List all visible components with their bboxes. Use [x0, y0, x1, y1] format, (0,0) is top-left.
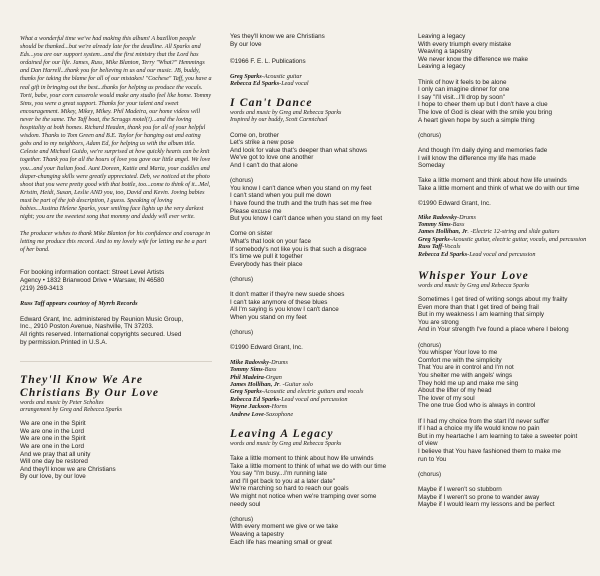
- booking-info: [20, 269, 212, 292]
- producer-note: The producer wishes to thank Mike Blanton for his confidence and courage in letting me produce this record. And to my lovely wife for letting me be a part of her band.: [20, 231, 211, 254]
- column-left: [20, 0, 212, 576]
- text-line: -Lead vocal and percussion: [279, 395, 348, 403]
- text-line: (chorus): [230, 275, 254, 283]
- musician-credit: [230, 396, 406, 403]
- text-line: . -Electric 12-string and slide guitars: [467, 228, 560, 236]
- lyric-line: And we pray that all unity: [20, 450, 91, 458]
- column-right: [418, 0, 592, 576]
- text-line: Christians By Our Love: [20, 387, 160, 400]
- copyright: ©1966 F. E. L. Publications: [230, 58, 306, 66]
- text-line: Come on, brother: [230, 131, 280, 139]
- musician-credit: [230, 374, 406, 381]
- text-line: Greg Sparks: [230, 72, 262, 80]
- text-line: You say "I'm busy...I'm running late: [230, 470, 328, 478]
- text-line: Mike Radovsky: [230, 358, 270, 366]
- text-line: Take a little moment to think about how life unwinds: [230, 455, 374, 463]
- text-line: You are strong: [418, 318, 459, 326]
- text-line: What's that look on your face: [230, 237, 312, 245]
- lyric-line: By our love, by our love: [20, 473, 86, 481]
- text-line: . -Guitar solo: [279, 381, 313, 389]
- musician-credit: [418, 228, 592, 235]
- text-line: You know I can't dance when you stand on my feet: [230, 184, 372, 192]
- musician-credit: [230, 411, 406, 418]
- text-line: Comfort me with the simplicity: [418, 356, 502, 364]
- song-title: Leaving A Legacy: [230, 428, 334, 441]
- text-line: It's time we pull it together: [230, 253, 303, 261]
- musicians-list: [230, 73, 406, 88]
- text-line: Maybe if I weren't so stubborn: [418, 485, 502, 493]
- musician-credit: [230, 73, 406, 80]
- text-line: arrangement by Greg and Rebecca Sparks: [20, 407, 122, 414]
- text-line: Rebecca Ed Sparks: [418, 250, 468, 258]
- text-line: Weaving a tapestry: [230, 531, 284, 538]
- musician-credit: [418, 214, 592, 221]
- copyright: ©1990 Edward Grant, Inc.: [418, 200, 491, 208]
- text-line: I have found the truth and the truth has set me free: [230, 199, 372, 207]
- text-line: And look for value that's deeper than what shows: [230, 146, 368, 154]
- song-title: I Can't Dance: [230, 96, 313, 109]
- text-line: -Organ: [263, 373, 282, 381]
- text-line: -Acoustic and electric guitars and vocals: [261, 388, 364, 396]
- text-line: If I had my choice from the start I'd never suffer: [418, 417, 550, 425]
- text-line: But you know I can't dance when you stand on my feet: [230, 215, 383, 223]
- text-line: -Bass: [450, 221, 465, 229]
- text-line: Take a little moment and think of what we do with our time: [418, 184, 580, 192]
- text-line: James Hollihan, Jr: [418, 228, 468, 236]
- text-line: -Saxophone: [263, 410, 294, 418]
- text-line: Yes they'll know we are Christians: [230, 33, 325, 40]
- booking-line: For booking information contact: Street Level Artists: [20, 269, 165, 277]
- text-line: We're marching so hard to reach our goals: [230, 485, 349, 493]
- text-line: Inspired by our buddy, Scott Carmichael: [230, 116, 328, 123]
- song-whisper-your-love: [418, 270, 592, 509]
- musician-credit: [230, 381, 406, 388]
- musician-credit: [230, 359, 406, 366]
- musicians-list: [418, 214, 592, 258]
- text-line: of view: [418, 440, 438, 448]
- text-line: With every triumph every mistake: [418, 40, 512, 48]
- text-line: Tommy Sims: [230, 366, 263, 374]
- text-line: Even more than that I get tired of being frail: [418, 303, 539, 311]
- text-line: (chorus): [418, 131, 442, 139]
- song-leaving-a-legacy: [230, 428, 406, 546]
- musician-credit: [418, 221, 592, 228]
- text-line: -Acoustic guitar, electric guitar, vocals, and percussion: [449, 235, 587, 243]
- musician-credit: [230, 388, 406, 395]
- text-line: And though I'm daily dying and memories fade: [418, 146, 548, 154]
- text-line: Someday: [418, 162, 445, 170]
- text-line: (chorus): [418, 470, 442, 478]
- text-line: Phil Madeira: [230, 373, 264, 381]
- booking-line: Agency • 1832 Briarwood Drive • Warsaw, IN 46580: [20, 277, 165, 285]
- text-line: Take a little moment and think about how life unwinds: [418, 177, 567, 185]
- text-line: They'll Know We Are: [20, 374, 144, 387]
- song-title: Whisper Your Love: [418, 270, 529, 283]
- musician-credit: [230, 366, 406, 373]
- text-line: Mike Radovsky: [418, 213, 458, 221]
- text-line: -Acoustic guitar: [261, 72, 302, 80]
- text-line: When you stand on my feet: [230, 313, 307, 321]
- lyric-line: We are one in the Lord: [20, 427, 84, 435]
- musicians-list: [230, 359, 406, 418]
- text-line: -Bass: [262, 366, 277, 374]
- text-line: -Horns: [269, 403, 288, 411]
- text-line: If somebody's not like you is that such a disgrace: [230, 245, 367, 253]
- text-line: run to You: [418, 455, 447, 463]
- text-line: Come on sister: [230, 230, 273, 238]
- text-line: Russ Taff: [418, 243, 443, 251]
- text-line: I will know the difference my life has made: [418, 154, 536, 162]
- text-line: -Drums: [269, 358, 288, 366]
- text-line: Sometimes I get tired of writing songs about my frailty: [418, 296, 568, 304]
- song-credits: words and music by Greg and Rebecca Sparks: [418, 283, 530, 290]
- text-line: (chorus): [230, 515, 254, 523]
- text-line: I hope to cheer them up but I don't have a clue: [418, 101, 548, 109]
- text-line: Let's strike a new pose: [230, 139, 294, 147]
- text-line: words and music by Greg and Rebecca Sparks: [230, 109, 342, 116]
- text-line: It don't matter if they're new suede shoes: [230, 291, 345, 299]
- text-line: We've got to love one another: [230, 154, 314, 162]
- text-line: That You are in control and I'm not: [418, 364, 514, 372]
- text-line: Greg Sparks: [418, 235, 450, 243]
- text-line: Tommy Sims: [418, 221, 451, 229]
- text-line: If I had a choice my life would know no pain: [418, 425, 540, 433]
- lyric-line: We are one in the Spirit: [20, 420, 86, 428]
- song-lyrics: [230, 455, 406, 546]
- song-tail: [230, 33, 406, 48]
- text-line: I can't stand when you pull me down: [230, 192, 332, 200]
- text-line: needy soul: [230, 500, 261, 508]
- song-lyrics: [418, 296, 592, 509]
- text-line: The lover of my soul: [418, 394, 475, 402]
- text-line: -Lead vocal: [279, 80, 309, 88]
- text-line: You whisper Your love to me: [418, 349, 498, 357]
- text-line: Everybody has their place: [230, 260, 303, 268]
- text-line: (chorus): [230, 177, 254, 185]
- text-line: and I'll get back to you at a later date": [230, 477, 335, 485]
- song-lyrics: [230, 132, 406, 352]
- song-credits: [20, 400, 212, 414]
- text-line: Think of how it feels to be alone: [418, 78, 507, 86]
- song-title: [20, 374, 212, 400]
- text-line: Each life has meaning small or great: [230, 538, 332, 546]
- text-line: I can't take anymore of these blues: [230, 298, 328, 306]
- lyric-line: We are one in the Spirit: [20, 435, 86, 443]
- text-line: Andrew Love: [230, 410, 264, 418]
- admin-notice: [20, 316, 212, 346]
- text-line: I believe that You have fashioned them to make me: [418, 447, 561, 455]
- lyric-line: We are one in the Lord: [20, 442, 84, 450]
- song-credits: words and music by Greg and Rebecca Sparks: [230, 441, 342, 448]
- text-line: The one true God who is always in control: [418, 402, 536, 410]
- musician-credit: [418, 251, 592, 258]
- text-line: words and music by Peter Scholtes: [20, 400, 104, 407]
- song-i-cant-dance: [230, 97, 406, 418]
- text-line: You shelter me with angels' wings: [418, 372, 513, 380]
- booking-line: (219) 269-3413: [20, 284, 64, 292]
- text-line: A heart given hope by such a simple thing: [418, 116, 535, 124]
- text-line: Greg Sparks: [230, 388, 262, 396]
- text-line: The love of God is clear with the smile you bring: [418, 108, 553, 116]
- text-line: With every moment we give or we take: [230, 523, 339, 531]
- text-line: Weaving a tapestry: [418, 48, 472, 56]
- text-line: Rebecca Ed Sparks: [230, 80, 280, 88]
- text-line: -Vocals: [442, 243, 461, 251]
- text-line: Leaving a legacy: [418, 33, 466, 40]
- text-line: But in my weakness I am learning that simply: [418, 311, 544, 319]
- text-line: I say "I'll visit...I'll drop by soon": [418, 93, 506, 101]
- admin-line: Edward Grant, Inc. administered by Reunion Music Group,: [20, 315, 184, 323]
- musician-credit: [418, 243, 592, 250]
- text-line: We might not notice when we're tramping over some: [230, 493, 377, 501]
- text-line: Maybe if I weren't so prone to wander away: [418, 493, 540, 501]
- lyric-line: And they'll know we are Christians: [20, 465, 116, 473]
- musician-credit: [230, 403, 406, 410]
- text-line: We never know the difference we make: [418, 55, 529, 63]
- lyric-line: Will one day be restored: [20, 458, 88, 466]
- text-line: But in my heartache I am learning to take a sweeter point: [418, 432, 578, 440]
- text-line: James Hollihan, Jr: [230, 381, 280, 389]
- song-credits: [230, 110, 406, 124]
- song-they-will-know: [20, 374, 212, 481]
- text-line: Rebecca Ed Sparks: [230, 395, 280, 403]
- text-line: -Lead vocal and percussion: [467, 250, 536, 258]
- text-line: They hold me up and make me sing: [418, 379, 519, 387]
- thanks-paragraph: What a wonderful time we've had making this album! A bazillion people should be thanked...but we're already late for the deadline. All Sparks and Eds...you are our support system...and the first ministry that the Lord has ordained for our life. James, Russ, Mike Blanton, Terry "What?" Hemmings and Dan Harrell...thank you for believing in us and our music. JB, buddy, thanks for taking the blame for all of our mistakes! "Cochese" Taff, you have a real gift in bringing out the best...thanks for helping us produce the vocals. Torti, babe, your corn casserole would make any studio feel like home. Tommy Sims, you were a great support. Thanks for your talent and sweet encouragement. Mikey, Mikey, Mikey. Phil Madeira, our home videos will never be the same. The Taff boat, the Scruggs motel(!)...and the loving hospitality at both homes. Richard Headen, thank you for all of your helpful wisdom. Thanks to Tom Green and B.E. Taylor for hanging out and eating gobs and to my neighbors, Adam Ed, for helping us with the album title. Celeste and Michael Guido, we're surprised at how quickly hearts can be knit together. Thank you for all the hours of love you gave our little angel. We love you...and your Italian food. Aunt Doreen, Kattie and Marta, your cuddles and diaper-changing skills were greatly appreciated. Deb, we noticed at the photo shoot that you were pretty good with that bottle, too...come to think of it...Mel, Kristin, Heidi, Susan, Leslie AND you, too, David and Kevin. Joving babies must be part of the job description, I guess. Speaking of loving babies...Justina Helene Sparks, your smiling face lights up the very darkest night; you are the sweetest song that mommy and daddy will ever write.: [20, 36, 212, 221]
- text-line: Please excuse me: [230, 207, 282, 215]
- admin-line: Inc., 2910 Poston Avenue, Nashville, TN 37203.: [20, 323, 154, 331]
- text-line: Take a little moment to think of what we do with our time: [230, 462, 387, 470]
- text-line: And in Your strength I've found a place where I belong: [418, 326, 569, 334]
- text-line: About the lifter of my head: [418, 387, 492, 395]
- legacy-continued: [418, 33, 592, 208]
- text-line: I only can imagine dinner for one: [418, 86, 510, 94]
- text-line: Maybe if I would learn my lessons and be perfect: [418, 501, 555, 509]
- song-lyrics: [20, 420, 212, 481]
- text-line: -Drums: [457, 213, 476, 221]
- text-line: Wayne Jackson: [230, 403, 270, 411]
- text-line: All I'm saying is you know I can't dance: [230, 306, 339, 314]
- text-line: (chorus): [418, 341, 442, 349]
- musician-credit: [418, 236, 592, 243]
- copyright: ©1990 Edward Grant, Inc.: [230, 344, 303, 352]
- admin-line: by permission.Printed in U.S.A.: [20, 338, 108, 346]
- courtesy-note: Russ Taff appears courtesy of Myrrh Records: [20, 300, 138, 308]
- text-line: And I can't do that alone: [230, 161, 298, 169]
- text-line: By our love: [230, 40, 262, 48]
- musician-credit: [230, 80, 406, 87]
- text-line: Leaving a legacy: [418, 63, 466, 71]
- admin-line: All rights reserved. International copyrights secured. Used: [20, 331, 182, 338]
- column-middle: [230, 0, 406, 576]
- text-line: (chorus): [230, 329, 254, 337]
